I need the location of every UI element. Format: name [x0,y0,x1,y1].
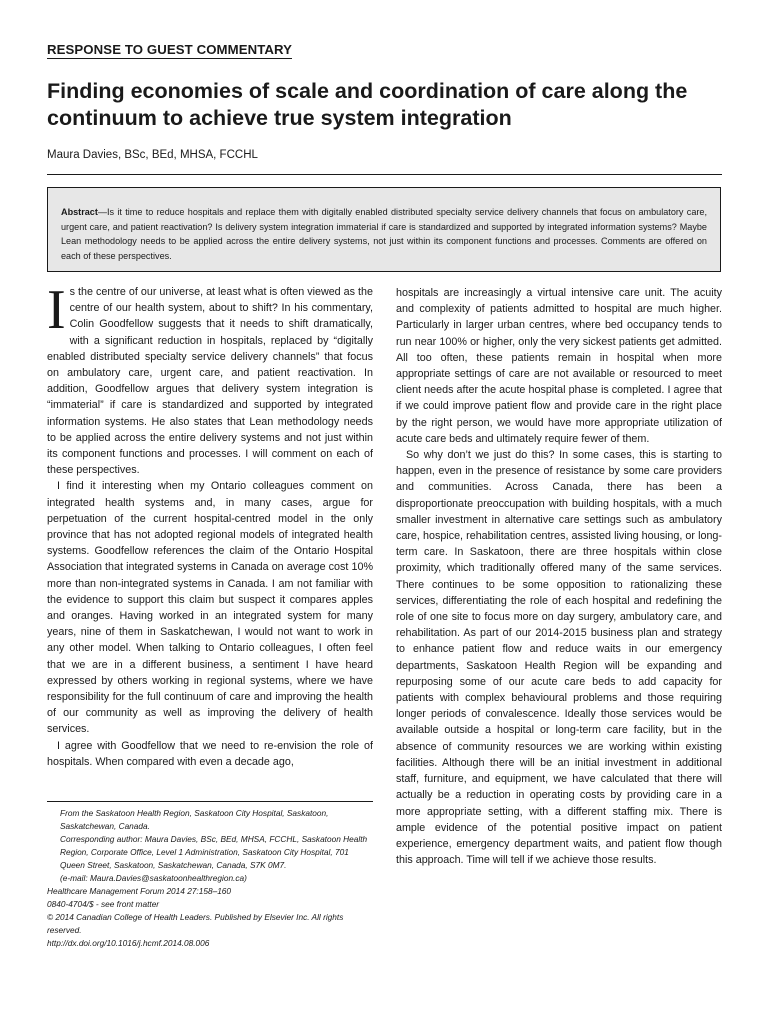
journal-citation: Healthcare Management Forum 2014 27:158–160 [47,886,232,896]
body-paragraph: hospitals are increasingly a virtual intensive care unit. The acuity and complexity of patients admitted to hospital are much higher. Particularly in larger urban centres, where bed occupancy tends to run near 100% or higher, only the very sickest patients get admitted. All too often, these patients remain in hospital when more appropriate settings of care are not available or resourced to meet client needs after the acute hospital phase is completed. I agree that if we could improve patient flow and provide care in the right place by the right person, we would have more appropriate utilization of acute care beds and ultimately require fewer of them. [396,287,722,445]
doi-link[interactable]: http://dx.doi.org/10.1016/j.hcmf.2014.08.006 [47,938,210,948]
drop-cap: I [47,279,66,341]
email-note: (e-mail: Maura.Davies@saskatoonhealthregion.ca) [60,873,247,883]
corresponding-author-note: Corresponding author: Maura Davies, BSc, BEd, MHSA, FCCHL, Saskatoon Health Region, Corporate Office, Level 1 Administration, Saskatoon City Hospital, 701 Queen Street, Saskatoon, Saskatchewan, Canada, S7K 0M7. [60,834,368,870]
body-paragraph: I agree with Goodfellow that we need to re-envision the role of hospitals. When compared with even a decade ago, [47,739,373,768]
header-divider [47,174,722,175]
abstract-box [47,187,721,272]
footnotes [47,807,373,950]
abstract-label: Abstract [61,207,98,217]
footnote-divider [47,801,373,802]
body-paragraph: Is the centre of our universe, at least what is often viewed as the centre of our health system, about to shift? In his commentary, Colin Goodfellow suggests that it needs to shift dramatically, with a significant reduction in hospitals, replaced by “digitally enabled distributed specialty service delivery channels” that focus on ambulatory care, urgent care, and patient reactivation. In addition, Goodfellow argues that delivery system integration is “immaterial” if care is standardized and supported by integrated information systems. He also states that Lean methodology needs to be applied across the entire delivery systems and not just within its component functions and processes. I will comment on each of these perspectives. [47,279,373,477]
affiliation-note: From the Saskatoon Health Region, Saskatoon City Hospital, Saskatoon, Saskatchewan, Canada. [60,808,329,831]
copyright-note: © 2014 Canadian College of Health Leaders. Published by Elsevier Inc. All rights reserved. [47,912,344,935]
issn-note: 0840-4704/$ - see front matter [47,899,160,909]
left-column [47,279,373,770]
section-label: RESPONSE TO GUEST COMMENTARY [47,42,293,57]
author-line: Maura Davies, BSc, BEd, MHSA, FCCHL [47,149,258,161]
abstract-text: —Is it time to reduce hospitals and replace them with digitally enabled distributed specialty service delivery channels that focus on ambulatory care, urgent care, and patient reactivation? Is delivery system integration immaterial if care is standardized and supported by integrated information systems? Maybe Lean methodology needs to be applied across the entire delivery systems, not just within its component functions and processes. Comments are offered on each of these perspectives. [61,207,707,261]
body-paragraph: I find it interesting when my Ontario colleagues comment on integrated health systems and, in many cases, argue for perpetuation of the current hospital-centred model in the only province that has not adopted regional models of integrated health systems. Goodfellow references the claim of the Ontario Hospital Association that integrated systems in Canada on average cost 10% more than non-integrated systems in Canada. I am not familiar with the evidence to support this claim but suspect it compares apples and oranges. Having worked in an integrated system for many years, nine of them in Saskatchewan, I would not want to work in any other model. When talking to Ontario colleagues, I often feel that we are in a different business, a sentiment I have heard expressed by others working in regional systems, where we have responsibility for the full continuum of care and improving the health of our community as well as improving the delivery of health services. [47,480,373,736]
article-title: Finding economies of scale and coordination of care along the continuum to achieve true system integration [47,79,688,130]
body-paragraph: So why don’t we just do this? In some cases, this is starting to happen, even in the presence of resistance by some care providers and communities. Across Canada, there has been a disproportionate preoccupation with building hospitals, with a much smaller investment in alternative care settings such as ambulatory care, hospice, rehabilitation centres, assisted living housing, or long-term care. In Saskatoon, there are three hospitals within close proximity, which traditionally offered many of the same services. There continues to be some opposition to rationalizing these services, differentiating the role of each hospital and redefining the role of one site to focus more on day surgery, ambulatory care, and rehabilitation. As part of our 2014-2015 business plan and strategy to enhance patient flow and reduce waits in our emergency departments, Saskatoon Health Region will be expanding and repurposing some of our acute care beds to add capacity for patients with complex behavioural problems and those requiring longer periods of convalescence. Ideally those services would be available outside a hospital or long-term care facility, but in the absence of community resources we are working within existing facilities. Although there will be an initial investment in additional staff, furniture, and equipment, we have calculated that there will actually be a reduction in operating costs by providing care in a more appropriate setting, with a different staffing mix. There is ample evidence of the potential positive impact on patient experience, emergency department waits, and patient flow though this approach. Time will tell if we achieve those results. [396,449,722,867]
right-column [396,285,722,868]
